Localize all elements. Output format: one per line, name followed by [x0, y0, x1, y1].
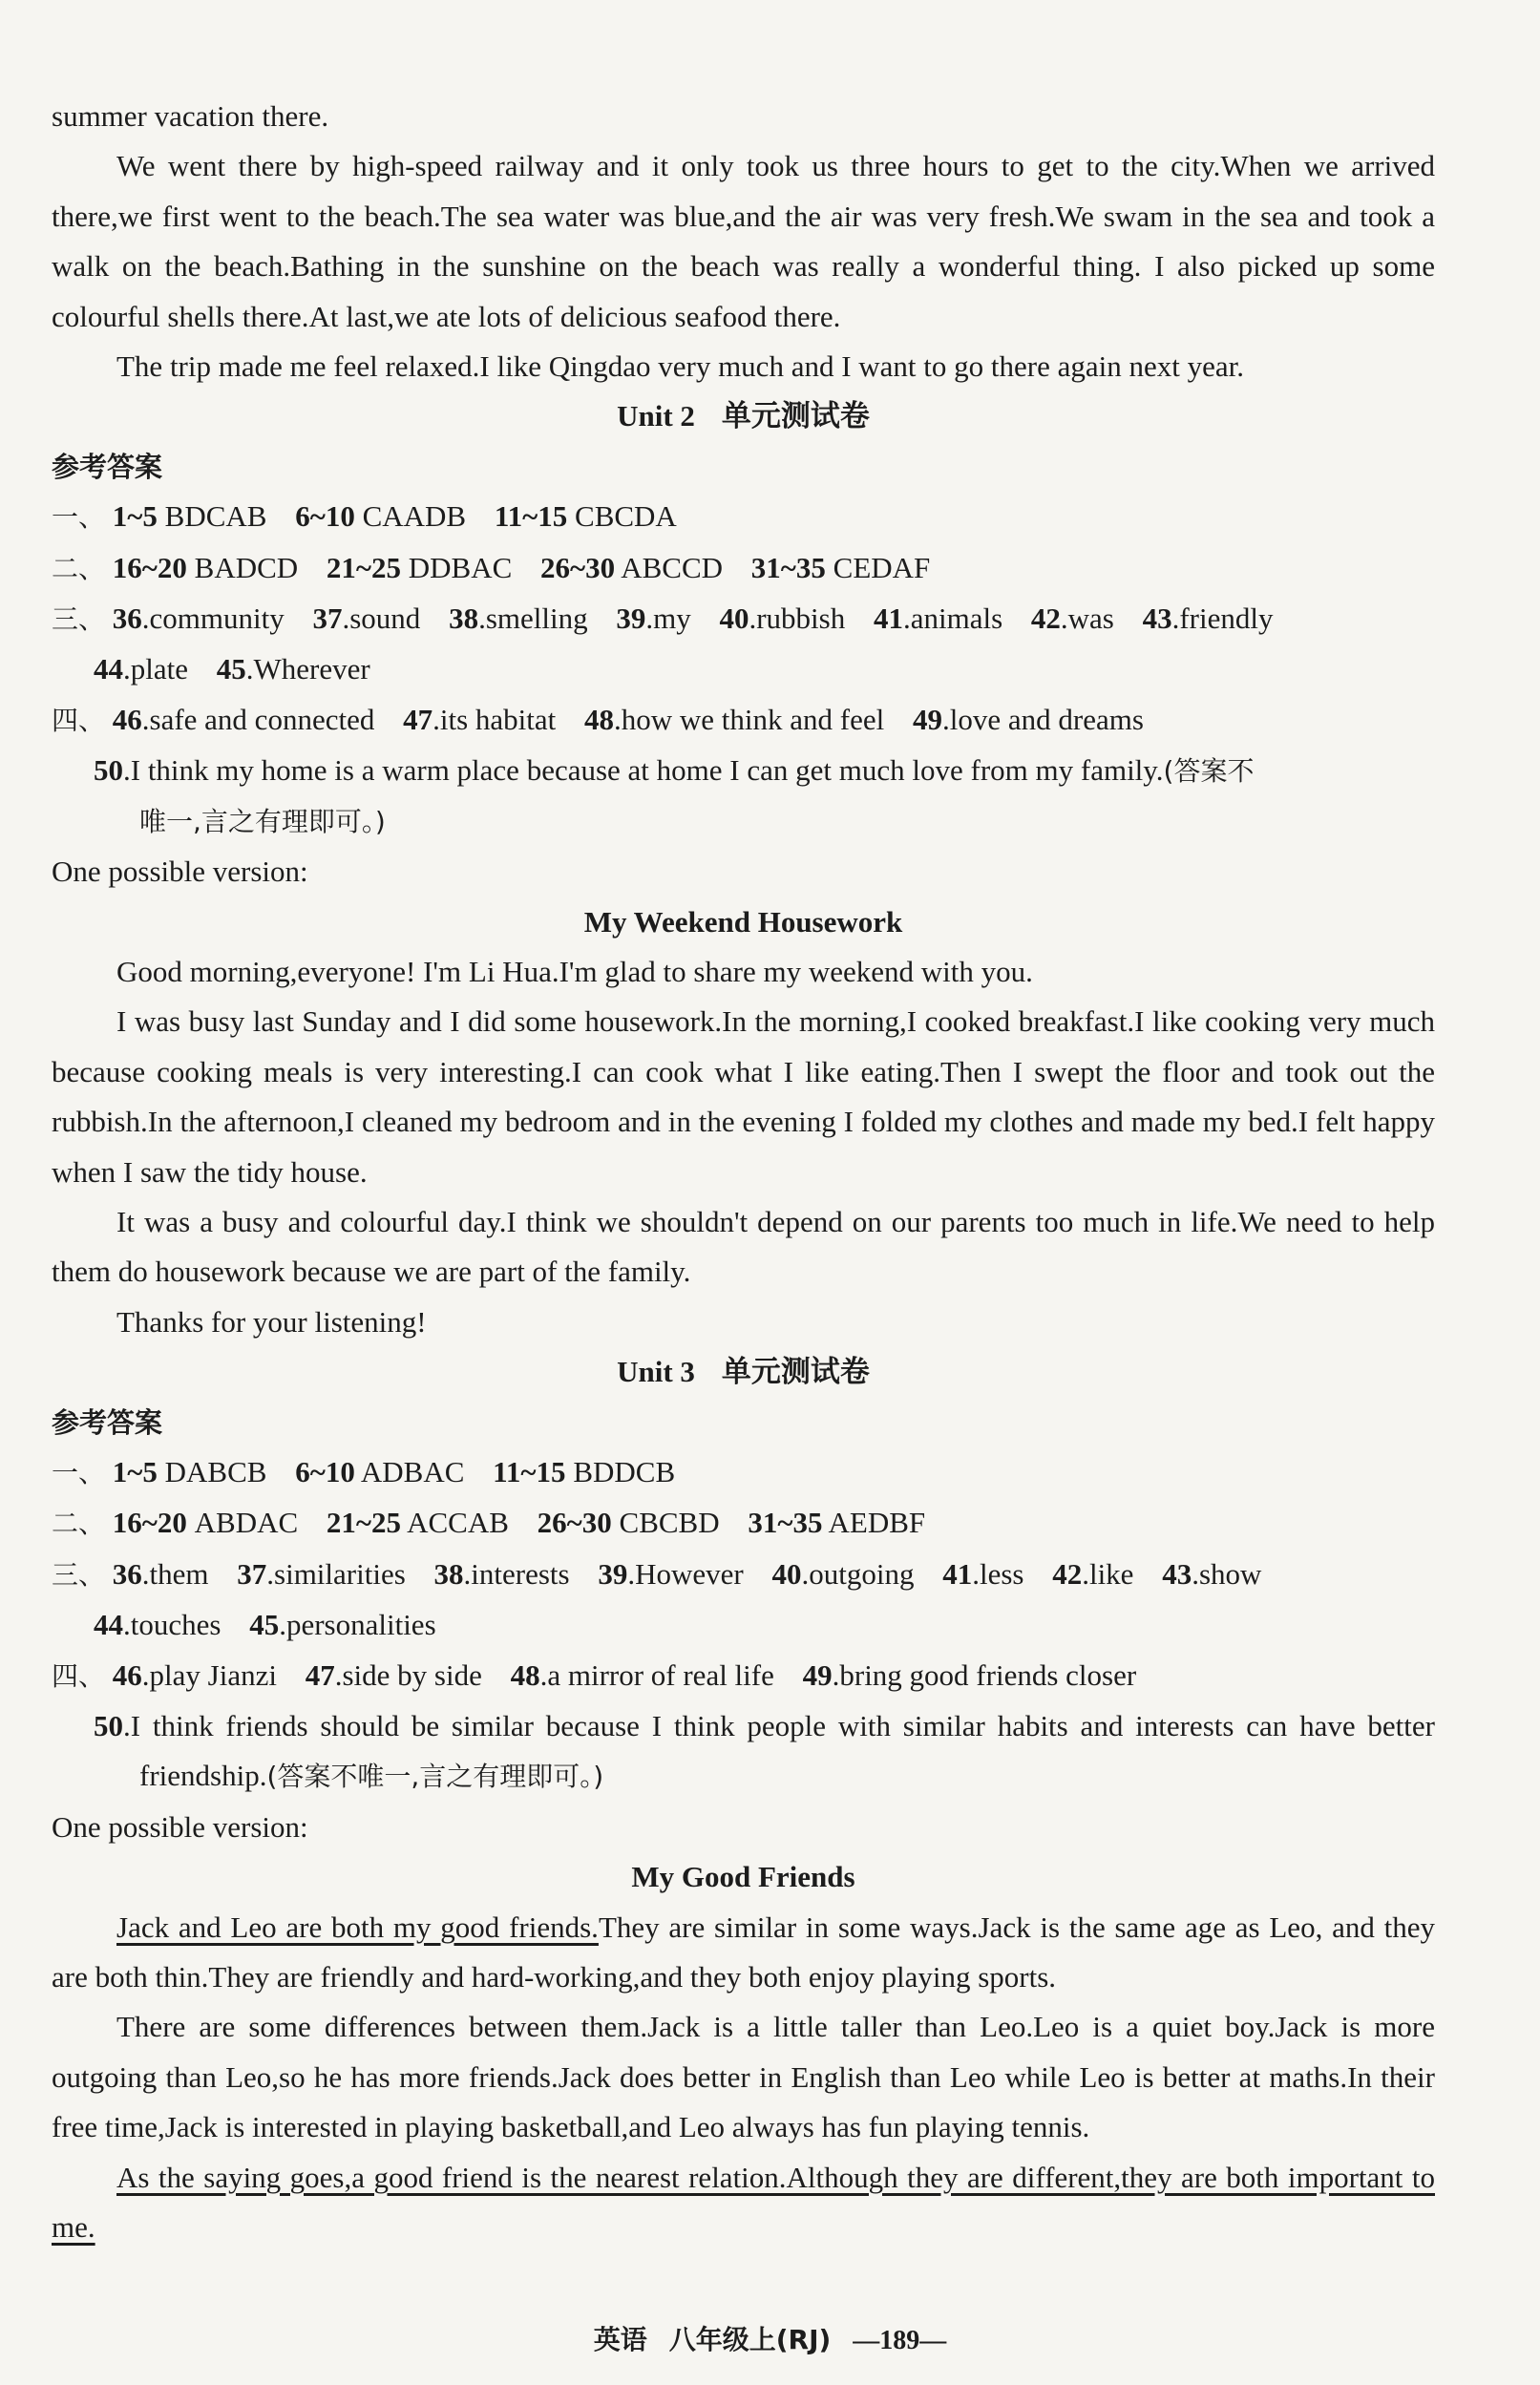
- answer-phrase: 46.safe and connected: [112, 702, 375, 736]
- answer-phrase: 48.a mirror of real life: [510, 1657, 774, 1692]
- answer-group: 1~5 BDCAB: [112, 499, 267, 534]
- unit3-q50-note: (答案不唯一,言之有理即可。): [266, 1761, 604, 1793]
- answer-word: 45.personalities: [249, 1608, 436, 1642]
- page-number: —189—: [853, 2326, 947, 2355]
- intro-paragraph-1: We went there by high-speed railway and it only took us three hours to get to the city.When we arrived there,we first went to the beach.The sea water was blue,and the air was very fresh.We swam in the sea and took a walk on the beach.Bathing in the sunshine on the beach was really a wonderful thing. I also picked up some colourful shells there.At last,we ate lots of delicious seafood there.: [52, 149, 1435, 333]
- unit2-q50-note-a: (答案不: [1163, 755, 1255, 788]
- answer-phrase: 47.side by side: [305, 1657, 482, 1692]
- answer-word: 38.interests: [433, 1556, 570, 1591]
- unit3-sec2-lead: 二、: [52, 1508, 106, 1540]
- answer-word: 41.less: [942, 1556, 1024, 1591]
- answer-group: 21~25 ACCAB: [326, 1506, 509, 1540]
- answer-phrase: 46.play Jianzi: [112, 1657, 277, 1692]
- answer-word: 37.similarities: [237, 1556, 406, 1591]
- answer-word: 42.like: [1052, 1556, 1134, 1591]
- unit2-section-3-continued: [52, 644, 1435, 694]
- unit3-section-3: [52, 1550, 1435, 1600]
- unit2-q50-note-b: 唯一,言之有理即可。): [139, 805, 386, 837]
- unit3-essay-p2: There are some differences between them.Jack is a little taller than Leo.Leo is a quiet boy.Jack is more outgoing than Leo,so he has more friends.Jack does better in English than Leo while Leo is better at maths.In their free time,Jack is interested in playing basketball,and Leo always has fun playing tennis.: [52, 2010, 1435, 2144]
- unit3-title-en: Unit 3: [617, 1355, 695, 1389]
- unit3-sec4-lead: 四、: [52, 1659, 106, 1692]
- underlined-sentence: Jack and Leo are both my good friends.: [116, 1910, 599, 1944]
- answer-phrase: 49.bring good friends closer: [802, 1657, 1137, 1692]
- answer-word: 40.outgoing: [771, 1556, 915, 1591]
- unit2-title-en: Unit 2: [617, 399, 695, 433]
- unit2-ref-label: 参考答案: [52, 450, 163, 483]
- unit2-section-3: [52, 594, 1435, 644]
- unit2-sec3-lead: 三、: [52, 603, 106, 636]
- answer-word: 36.community: [112, 602, 285, 636]
- unit3-essay-p3: [52, 2153, 1435, 2253]
- answer-word: 36.them: [112, 1556, 209, 1591]
- answer-word: 37.sound: [312, 602, 421, 636]
- answer-word: 41.animals: [873, 602, 1003, 636]
- footer-subject: 英语: [593, 2324, 647, 2355]
- unit3-title: [52, 1347, 1435, 1397]
- page-footer: [0, 2315, 1540, 2366]
- answer-group: 31~35 AEDBF: [748, 1506, 926, 1540]
- answer-group: 6~10 CAADB: [295, 499, 467, 534]
- unit2-section-4: [52, 695, 1435, 746]
- answer-word: 40.rubbish: [719, 602, 846, 636]
- unit2-title: [52, 391, 1435, 441]
- answer-group: 21~25 DDBAC: [326, 550, 513, 584]
- unit2-title-cn: 单元测试卷: [721, 399, 870, 434]
- unit2-possible-version: One possible version:: [52, 855, 308, 889]
- unit3-section-1: [52, 1447, 1435, 1498]
- answer-word: 44.touches: [94, 1608, 222, 1642]
- unit3-section-4: [52, 1651, 1435, 1701]
- answer-group: 1~5 DABCB: [112, 1454, 267, 1488]
- unit3-essay-p1: Jack and Leo are both my good friends.They are similar in some ways.Jack is the same age as Leo, and they are both thin.They are friendly and hard-working,and they both enjoy playing sports.: [52, 1910, 1436, 1995]
- answer-group: 16~20 BADCD: [112, 550, 299, 584]
- unit3-sec3-lead: 三、: [52, 1558, 106, 1591]
- unit2-section-2: [52, 543, 1435, 594]
- unit2-essay-p2: I was busy last Sunday and I did some housework.In the morning,I cooked breakfast.I like cooking very much because cooking meals is very interesting.I can cook what I like eating.Then I swept the floor and took out the rubbish.In the afternoon,I cleaned my bedroom and in the evening I folded my clothes and made my bed.I felt happy when I saw the tidy house.: [52, 1004, 1435, 1189]
- intro-line: summer vacation there.: [52, 99, 329, 133]
- answer-group: 26~30 CBCBD: [537, 1506, 720, 1540]
- answer-word: 38.smelling: [449, 602, 588, 636]
- answer-group: 11~15 CBCDA: [494, 499, 677, 534]
- answer-word: 43.friendly: [1142, 602, 1274, 636]
- answer-phrase: 49.love and dreams: [912, 702, 1144, 736]
- unit3-section-2: [52, 1498, 1435, 1549]
- answer-word: 39.my: [616, 602, 691, 636]
- unit3-section-3-continued: [52, 1600, 1435, 1650]
- answer-word: 44.plate: [94, 652, 188, 686]
- unit2-essay-p3: It was a busy and colourful day.I think we shouldn't depend on our parents too much in life.We need to help them do housework because we are part of the family.: [52, 1204, 1435, 1289]
- unit3-essay-title: My Good Friends: [631, 1860, 855, 1894]
- answer-group: 26~30 ABCCD: [540, 550, 724, 584]
- unit2-essay-title: My Weekend Housework: [583, 904, 903, 939]
- answer-group: 16~20 ABDAC: [112, 1506, 299, 1540]
- unit2-essay-p4: Thanks for your listening!: [116, 1304, 427, 1339]
- underlined-sentence: As the saying goes,a good friend is the nearest relation.Although they are different,they are both important to me.: [52, 2160, 1435, 2245]
- answer-word: 39.However: [598, 1556, 744, 1591]
- unit3-sec1-lead: 一、: [52, 1456, 106, 1488]
- unit3-ref-label: 参考答案: [52, 1405, 163, 1439]
- answer-word: 42.was: [1030, 602, 1114, 636]
- answer-word: 45.Wherever: [216, 652, 370, 686]
- answer-group: 6~10 ADBAC: [295, 1454, 465, 1488]
- unit2-section-1: [52, 492, 1435, 542]
- unit3-title-cn: 单元测试卷: [721, 1355, 870, 1390]
- intro-paragraph-2: The trip made me feel relaxed.I like Qingdao very much and I want to go there again next year.: [116, 349, 1244, 384]
- unit2-sec2-lead: 二、: [52, 552, 106, 584]
- unit2-sec1-lead: 一、: [52, 501, 106, 534]
- unit3-possible-version: One possible version:: [52, 1809, 308, 1844]
- answer-phrase: 48.how we think and feel: [584, 702, 885, 736]
- unit2-sec4-lead: 四、: [52, 704, 106, 736]
- unit3-q50: 50.I think friends should be similar because I think people with similar habits and interests can have better friendship.(答案不唯一,言之有理即可。): [94, 1709, 1435, 1793]
- answer-word: 43.show: [1162, 1556, 1262, 1591]
- answer-group: 11~15 BDDCB: [493, 1454, 676, 1488]
- answer-phrase: 47.its habitat: [403, 702, 557, 736]
- answer-group: 31~35 CEDAF: [750, 550, 931, 584]
- footer-grade: 八年级上(RJ): [668, 2324, 832, 2355]
- unit2-essay-p1: Good morning,everyone! I'm Li Hua.I'm glad to share my weekend with you.: [116, 954, 1033, 988]
- unit2-q50: 50.I think my home is a warm place because at home I can get much love from my family.(答案不: [94, 753, 1255, 788]
